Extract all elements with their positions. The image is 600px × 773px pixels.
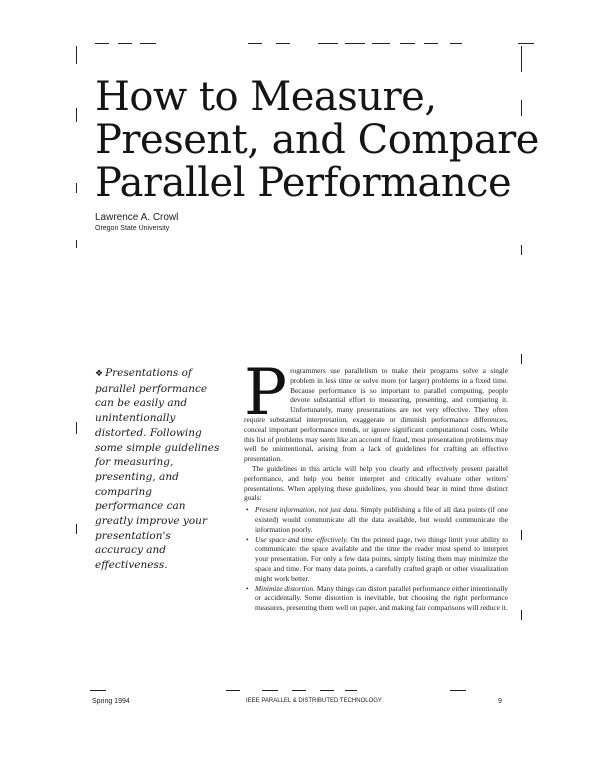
crop-mark	[521, 530, 522, 540]
ornament-icon: ❖	[95, 369, 104, 379]
crop-mark	[521, 610, 522, 620]
body-paragraph	[244, 356, 508, 464]
crop-mark	[76, 524, 77, 534]
list-item-text: Simply publishing a file of all data points (if one existed) would communicate all the data available, but would communicate the information poorly.	[255, 505, 508, 534]
crop-mark	[450, 690, 466, 691]
footer-page-number: 9	[498, 698, 502, 705]
list-item	[255, 505, 508, 534]
crop-mark	[76, 422, 77, 434]
pull-quote	[95, 366, 220, 573]
list-item	[255, 535, 508, 584]
crop-mark	[320, 690, 334, 691]
pull-quote-text: Presentations of parallel performance can be easily and unintentionally distorted. Following some simple guidelines for measuring, presenting, and comparing performance can greatly improve your presentation's accuracy and effectiveness.	[95, 367, 220, 572]
crop-mark	[400, 43, 415, 44]
crop-mark	[95, 43, 109, 44]
article-body	[244, 356, 508, 613]
crop-mark	[292, 690, 306, 691]
footer-issue-date: Spring 1994	[92, 698, 130, 705]
crop-mark	[450, 43, 462, 44]
crop-mark	[262, 690, 278, 691]
author-name: Lawrence A. Crowl	[95, 212, 179, 223]
crop-mark	[76, 46, 77, 64]
list-item-lead: Minimize distortion.	[255, 583, 315, 593]
crop-mark	[521, 354, 522, 364]
crop-mark	[118, 43, 132, 44]
article-title	[95, 74, 539, 206]
list-item-text: Many things can distort parallel performance either intentionally or accidentally. Some distortion is inevitable, but choosing the right performance measures, presenting them well on paper, and making fair comparisons will reduce it.	[255, 583, 508, 613]
crop-mark	[140, 43, 156, 44]
crop-mark	[90, 690, 106, 691]
crop-mark	[521, 245, 522, 255]
drop-cap: P	[244, 356, 288, 430]
crop-mark	[521, 46, 522, 72]
list-item-lead: Present information, not just data.	[255, 505, 359, 515]
crop-mark	[345, 690, 357, 691]
guideline-list	[244, 505, 508, 613]
title-line: Present, and Compare	[95, 117, 539, 163]
paragraph-text: rogrammers use parallelism to make their programs solve a single problem in less time or solve more (or larger) problems in a fixed time. Because performance is so important to parallel computing, people devote substantial effort to measuring, presenting, and comparing it. Unfortunately, many presentations are not very effective. They often require substantial interpretation, exaggerate or diminish performance differences, conceal important performance trends, or ignore significant computational costs. While this list of problems may seem like an account of fraud, most presentation problems may well be unintentional, arising from a lack of guidelines for crafting an effective presentation.	[244, 366, 508, 464]
title-line: Parallel Performance	[95, 160, 512, 206]
body-paragraph: The guidelines in this article will help you clearly and effectively present parallel performance, and help you better interpret and critically evaluate other writers' presentations. When applying these guidelines, you should bear in mind three distinct goals:	[244, 463, 508, 503]
crop-mark	[226, 690, 240, 691]
crop-mark	[318, 43, 338, 44]
crop-mark	[424, 43, 438, 44]
crop-mark	[248, 43, 262, 44]
footer-publication: IEEE PARALLEL & DISTRIBUTED TECHNOLOGY	[246, 698, 382, 704]
crop-mark	[518, 43, 534, 44]
crop-mark	[345, 43, 365, 44]
list-item-text: On the printed page, two things limit your ability to communicate: the space available and the time the reader must spend to interpret your presentation. For only a few data points, simply listing them may minimize the space and time. For many data points, a carefully crafted graph or other visualization might work better.	[255, 534, 508, 583]
list-item	[255, 584, 508, 613]
author-affiliation: Oregon State University	[95, 225, 170, 232]
list-item-lead: Use space and time effectively.	[255, 534, 349, 544]
crop-mark	[76, 108, 77, 122]
crop-mark	[276, 43, 290, 44]
title-line: How to Measure,	[95, 74, 437, 120]
crop-mark	[76, 240, 77, 248]
crop-mark	[372, 43, 390, 44]
crop-mark	[76, 183, 77, 193]
